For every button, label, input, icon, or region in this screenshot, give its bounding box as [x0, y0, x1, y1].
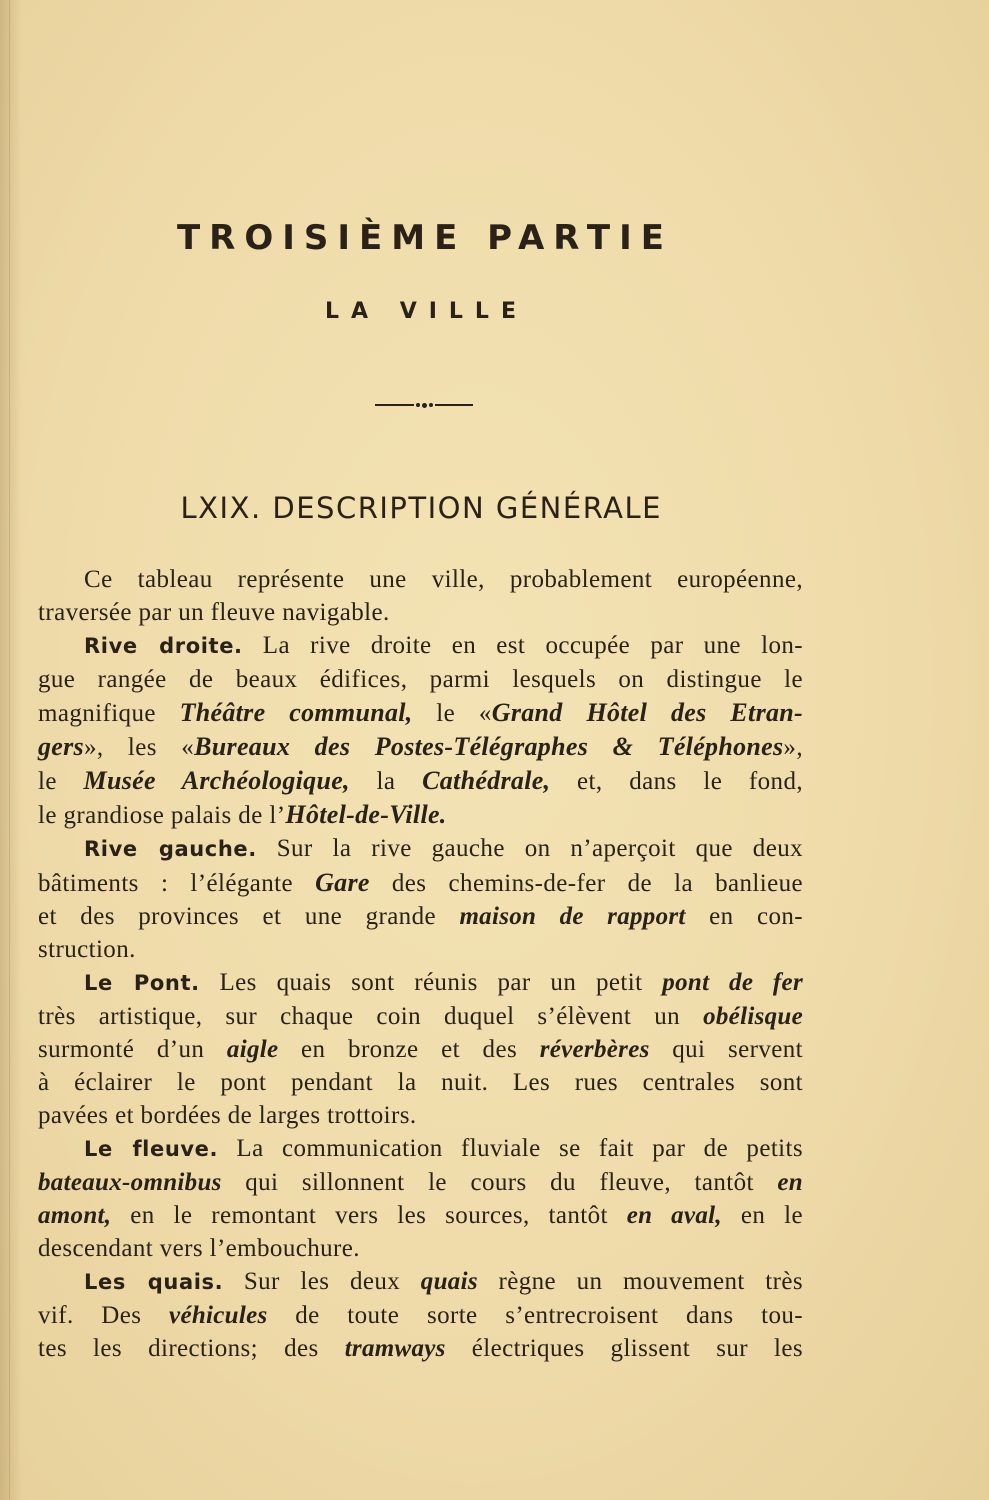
text-line [38, 1265, 803, 1299]
text-line [38, 1000, 803, 1033]
text-line [38, 764, 803, 798]
text-line [38, 866, 803, 900]
text-run: le [38, 768, 84, 795]
emphasis-script: Bureaux des Postes-Télégraphes & Téléphones [194, 732, 784, 761]
text-run: des chemins-de-fer de la banlieue [369, 870, 803, 897]
text-run: règne un mouvement très [477, 1268, 803, 1295]
text-line [38, 663, 803, 696]
text-run: struction. [38, 936, 136, 963]
text-run: en le [721, 1202, 803, 1229]
text-line [38, 1332, 803, 1365]
text-run: pavées et bordées de larges trottoirs. [38, 1102, 417, 1129]
divider-dot [416, 403, 420, 407]
text-line [38, 798, 803, 832]
text-run: gue rangée de beaux édifices, parmi lesquels on distingue le [38, 666, 803, 693]
run-in-heading: Le Pont. [84, 971, 200, 995]
emphasis-italic: réverbères [539, 1036, 650, 1063]
text-run: vif. Des [38, 1302, 170, 1329]
text-line [38, 966, 803, 1000]
part-subtitle: LA VILLE [325, 299, 528, 324]
emphasis-italic: véhicules [169, 1302, 268, 1329]
text-run: magnifique [38, 700, 180, 727]
text-line [38, 1199, 803, 1232]
emphasis-script: Théâtre communal, [179, 698, 413, 727]
text-run: en bronze et des [278, 1036, 540, 1063]
text-run: bâtiments : l’élégante [38, 870, 316, 897]
divider-dot [422, 403, 427, 408]
text-run: descendant vers l’embouchure. [38, 1235, 360, 1262]
text-run: en con- [685, 903, 803, 930]
run-in-heading: Les quais. [84, 1270, 224, 1294]
text-run: la [349, 768, 423, 795]
text-run: de toute sorte s’entrecroisent dans tou- [267, 1302, 803, 1329]
text-line [38, 563, 803, 596]
text-line [38, 1166, 803, 1199]
emphasis-italic: pont de fer [662, 969, 803, 996]
paragraph [38, 1265, 803, 1365]
paragraph [38, 563, 803, 629]
emphasis-italic: en aval, [626, 1202, 722, 1229]
text-line [38, 629, 803, 663]
text-run: en le remontant vers les sources, tantôt [111, 1202, 627, 1229]
text-line [38, 832, 803, 866]
text-run: », [783, 734, 803, 761]
text-run: et, dans le fond, [550, 768, 803, 795]
text-run: Les quais sont réunis par un petit [199, 969, 663, 996]
page-fold-line [9, 0, 10, 1500]
emphasis-script: Cathédrale, [422, 766, 551, 795]
emphasis-italic: amont, [38, 1202, 112, 1229]
divider-dots [414, 403, 435, 408]
text-run: traversée par un fleuve navigable. [38, 599, 390, 626]
text-run: qui sillonnent le cours du fleuve, tantôt [221, 1169, 778, 1196]
run-in-heading: Rive gauche. [84, 837, 257, 861]
emphasis-script: Musée Archéologique, [83, 766, 350, 795]
paragraph [38, 1132, 803, 1265]
run-in-heading: Le fleuve. [84, 1137, 219, 1161]
text-run: tes les directions; des [38, 1335, 345, 1362]
text-line [38, 1099, 803, 1132]
text-run: le « [412, 700, 492, 727]
paragraph [38, 832, 803, 966]
emphasis-script: Gare [315, 868, 370, 897]
text-run: Ce tableau représente une ville, probablement européenne, [84, 566, 803, 593]
text-line [38, 1033, 803, 1066]
text-line [38, 596, 803, 629]
emphasis-italic: bateaux-omnibus [38, 1169, 222, 1196]
page-edge-shadow [0, 0, 22, 1500]
text-run: Sur les deux [223, 1268, 421, 1295]
emphasis-italic: quais [420, 1268, 478, 1295]
text-run: électriques glissent sur les [445, 1335, 803, 1362]
section-heading: LXIX. DESCRIPTION GÉNÉRALE [180, 491, 662, 525]
emphasis-italic: obélisque [703, 1003, 803, 1030]
emphasis-italic: aigle [226, 1036, 279, 1063]
divider-dot [429, 403, 433, 407]
text-run: qui servent [649, 1036, 804, 1063]
text-run: La rive droite en est occupée par une lon- [242, 632, 803, 659]
ornamental-divider [375, 402, 473, 408]
text-run: le grandiose palais de l’ [38, 802, 286, 829]
text-line [38, 900, 803, 933]
emphasis-script: Hôtel-de-Ville. [285, 800, 447, 829]
text-run: surmonté d’un [38, 1036, 227, 1063]
divider-rule-left [375, 404, 414, 406]
text-run: La communication fluviale se fait par de petits [218, 1135, 803, 1162]
text-run: et des provinces et une grande [38, 903, 460, 930]
text-line [38, 1066, 803, 1099]
emphasis-italic: tramways [344, 1335, 446, 1362]
text-line [38, 730, 803, 764]
paragraph [38, 629, 803, 832]
text-line [38, 933, 803, 966]
run-in-heading: Rive droite. [84, 634, 243, 658]
text-line [38, 1299, 803, 1332]
text-run: Sur la rive gauche on n’aperçoit que deux [256, 835, 803, 862]
emphasis-italic: en [777, 1169, 803, 1196]
text-run: très artistique, sur chaque coin duquel s’élèvent un [38, 1003, 704, 1030]
text-line [38, 1132, 803, 1166]
emphasis-script: gers [38, 732, 84, 761]
text-run: », les « [83, 734, 195, 761]
emphasis-script: Grand Hôtel des Etran- [491, 698, 804, 727]
part-title: TROISIÈME PARTIE [176, 218, 674, 258]
text-line [38, 1232, 803, 1265]
body-text [38, 563, 803, 1365]
paragraph [38, 966, 803, 1132]
text-run: à éclairer le pont pendant la nuit. Les rues centrales sont [38, 1069, 803, 1096]
emphasis-italic: maison de rapport [459, 903, 686, 930]
divider-rule-right [435, 404, 474, 406]
text-line [38, 696, 803, 730]
